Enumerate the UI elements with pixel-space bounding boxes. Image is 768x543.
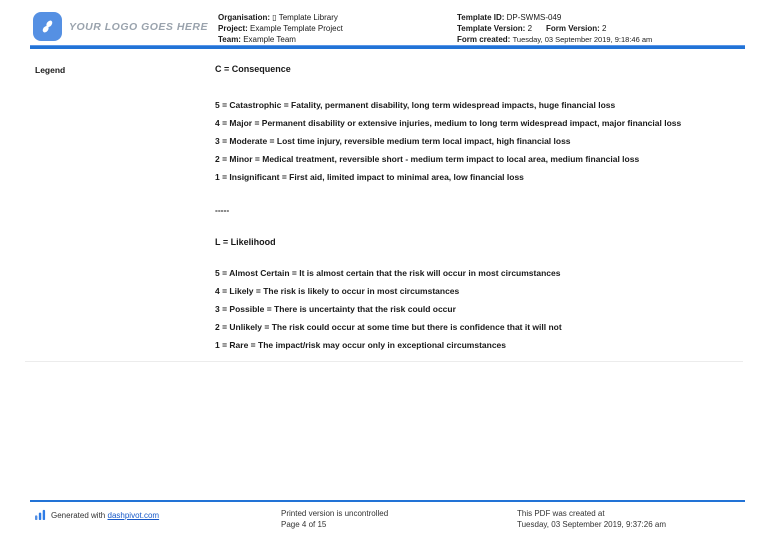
legend-title: Legend <box>35 65 66 75</box>
team-label: Team: <box>218 35 241 44</box>
pdf-created-timestamp: Tuesday, 03 September 2019, 9:37:26 am <box>517 520 666 529</box>
consequence-heading: C = Consequence <box>215 64 291 74</box>
template-id-value: DP-SWMS-049 <box>506 13 562 22</box>
header-template-info <box>457 12 652 45</box>
page-number-text: Page 4 of 15 <box>281 520 327 529</box>
template-id-row <box>457 12 652 23</box>
header-project-info <box>218 12 343 45</box>
printed-version-text: Printed version is uncontrolled <box>281 509 389 518</box>
header-divider <box>30 45 745 49</box>
consequence-list <box>215 96 755 186</box>
consequence-item-1: 1 = Insignificant = First aid, limited impact to minimal area, low financial loss <box>215 172 524 182</box>
likelihood-item-2: 2 = Unlikely = The risk could occur at some time but there is confidence that it will not <box>215 322 562 332</box>
form-created-value: Tuesday, 03 September 2019, 9:18:46 am <box>512 35 653 44</box>
consequence-item-4: 4 = Major = Permanent disability or extensive injuries, medium to long term widespread impact, major financial loss <box>215 118 682 128</box>
team-value: Example Team <box>243 35 296 44</box>
logo <box>33 12 208 41</box>
organisation-row <box>218 12 343 23</box>
organisation-label: Organisation: <box>218 13 271 22</box>
template-id-label: Template ID: <box>457 13 505 22</box>
likelihood-heading: L = Likelihood <box>215 237 276 247</box>
logo-placeholder-text: YOUR LOGO GOES HERE <box>69 20 209 33</box>
likelihood-item-5: 5 = Almost Certain = It is almost certain that the risk will occur in most circumstances <box>215 268 561 278</box>
likelihood-list <box>215 264 755 354</box>
section-divider <box>25 361 743 362</box>
project-label: Project: <box>218 24 248 33</box>
pdf-created-label: This PDF was created at <box>517 509 605 518</box>
versions-row <box>457 23 652 34</box>
footer-divider <box>30 500 745 502</box>
bar-chart-icon <box>35 509 46 522</box>
consequence-item-5: 5 = Catastrophic = Fatality, permanent disability, long term widespread impacts, huge financial loss <box>215 100 616 110</box>
consequence-item-2: 2 = Minor = Medical treatment, reversible short - medium term impact to local area, medium financial loss <box>215 154 640 164</box>
likelihood-item-1: 1 = Rare = The impact/risk may occur only in exceptional circumstances <box>215 340 507 350</box>
project-value: Example Template Project <box>250 24 343 33</box>
footer-print-info <box>281 508 388 530</box>
team-row <box>218 34 343 45</box>
form-created-row <box>457 34 652 45</box>
form-version-label: Form Version: <box>546 24 600 33</box>
likelihood-item-3: 3 = Possible = There is uncertainty that the risk could occur <box>215 304 456 314</box>
template-version-label: Template Version: <box>457 24 526 33</box>
generated-with-text <box>51 511 159 520</box>
dashpivot-logo-icon <box>33 12 62 41</box>
likelihood-item-4: 4 = Likely = The risk is likely to occur in most circumstances <box>215 286 460 296</box>
footer-generated <box>35 509 159 522</box>
dashpivot-link[interactable]: dashpivot.com <box>107 511 160 520</box>
form-version-value: 2 <box>602 24 607 33</box>
project-row <box>218 23 343 34</box>
consequence-item-3: 3 = Moderate = Lost time injury, reversible medium term local impact, high financial loss <box>215 136 571 146</box>
template-version-value: 2 <box>527 24 533 33</box>
organisation-value: ▯ Template Library <box>272 13 338 22</box>
generated-with-label: Generated with <box>51 511 106 520</box>
legend-content <box>215 64 755 354</box>
legend-separator: ----- <box>215 205 230 215</box>
footer-created-info <box>517 508 666 530</box>
form-created-label: Form created: <box>457 35 511 44</box>
